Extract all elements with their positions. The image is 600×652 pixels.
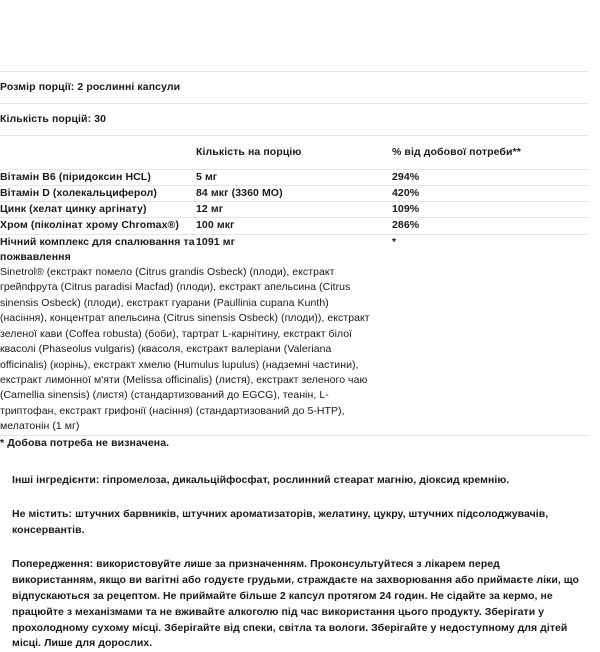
other-ingredients-text: Інші інгредієнти: гіпромелоза, дикальційфосфат, рослинний стеарат магнію, діоксид кремнію. [12,473,510,486]
warning-text: Попередження: використовуйте лише за призначенням. Проконсультуйтеся з лікарем перед використанням, якщо ви вагітні або годуєте грудьми, страждаєте на захворювання або приймаєте ліки, що відпускаються за рецептом. Не приймайте більше 2 капсул протягом 24 годин. Не сідайте за кермо, не працюйте з механізмами та не вживайте алкоголю під час використання цього продукту. Зберігати у прохолодному сухому місці. Зберігайте від спеки, світла та вологи. Зберігайте у недоступному для дітей місці. Лише для дорослих. [12,557,580,650]
nutrient-daily-value: * [391,235,397,248]
table-row [0,169,588,185]
nutrient-name: Хром (піколінат хрому Chromax®) [0,219,179,232]
supplement-facts-table [0,71,588,451]
table-row [0,202,588,218]
nutrient-name: Цинк (хелат цинку аргінату) [0,203,147,216]
nutrient-amount: 5 мг [195,170,218,183]
daily-value-footnote: * Добова потреба не визначена. [0,436,170,449]
nutrient-name: Вітамін B6 (піридоксин HCL) [0,170,151,183]
column-header-amount-per-serving: Кількість на порцію [195,146,302,159]
nutrient-name: Нічний комплекс для спалювання та пожвавлення [0,235,195,263]
nutrient-daily-value: 294% [391,170,420,183]
panel-footer [0,451,588,652]
free-of-text: Не містить: штучних барвників, штучних ароматизаторів, желатину, цукру, штучних підсолоджувачів, консервантів. [12,507,549,536]
nutrient-name: Вітамін D (холекальциферол) [0,186,157,199]
nutrient-daily-value: 420% [391,186,420,199]
blend-ingredients-row [0,265,588,435]
daily-value-footnote-row [0,435,588,451]
nutrient-daily-value: 109% [391,203,420,216]
servings-per-container-row [0,104,588,136]
servings-per-container-label: Кількість порцій: 30 [0,113,107,126]
nutrient-amount: 1091 мг [195,235,236,248]
nutrient-amount: 84 мкг (3360 МО) [195,186,283,199]
table-row [0,185,588,201]
nutrient-amount: 12 мг [195,203,224,216]
column-header-name [0,136,196,169]
table-row [0,218,588,234]
table-header-row [0,136,588,169]
serving-size-row [0,72,588,104]
nutrient-amount: 100 мкг [195,219,235,232]
nutrient-daily-value: 286% [391,219,420,232]
table-row [0,234,588,265]
column-header-daily-value: % від добової потреби** [391,146,521,159]
serving-size-label: Розмір порції: 2 рослинні капсули [0,81,181,93]
blend-ingredients-text: Sinetrol® (екстракт помело (Citrus grandis Osbeck) (плоди), екстракт грейпфрута (Citrus paradisi Macfad) (плоди), екстракт апельсина (Citrus sinensis Osbeck) (плоди), екстракт гуарани (Paullinia cupana Kunth) (насіння), концентрат апельсина (Citrus sinensis Osbeck) (плоди)), екстракт зеленої кави (Coffea robusta) (боби), тартрат L-карнітину, екстракт білої квасолі (Phaseolus vulgaris) (квасоля, екстракт валеріани (Valeriana officinalis) (корінь), екстракт хмелю (Humulus lupulus) (надземні частини), екстракт лимонної м'яти (Melissa officinalis) (листя), екстракт зеленого чаю (Camellia sinensis) (листя) (стандартизований до EGCG), теанін, L-триптофан, екстракт грифонії (насіння) (стандартизований до 5-HTP), мелатонін (1 мг) [0,265,370,433]
blend-ingredients-cell [0,265,588,435]
